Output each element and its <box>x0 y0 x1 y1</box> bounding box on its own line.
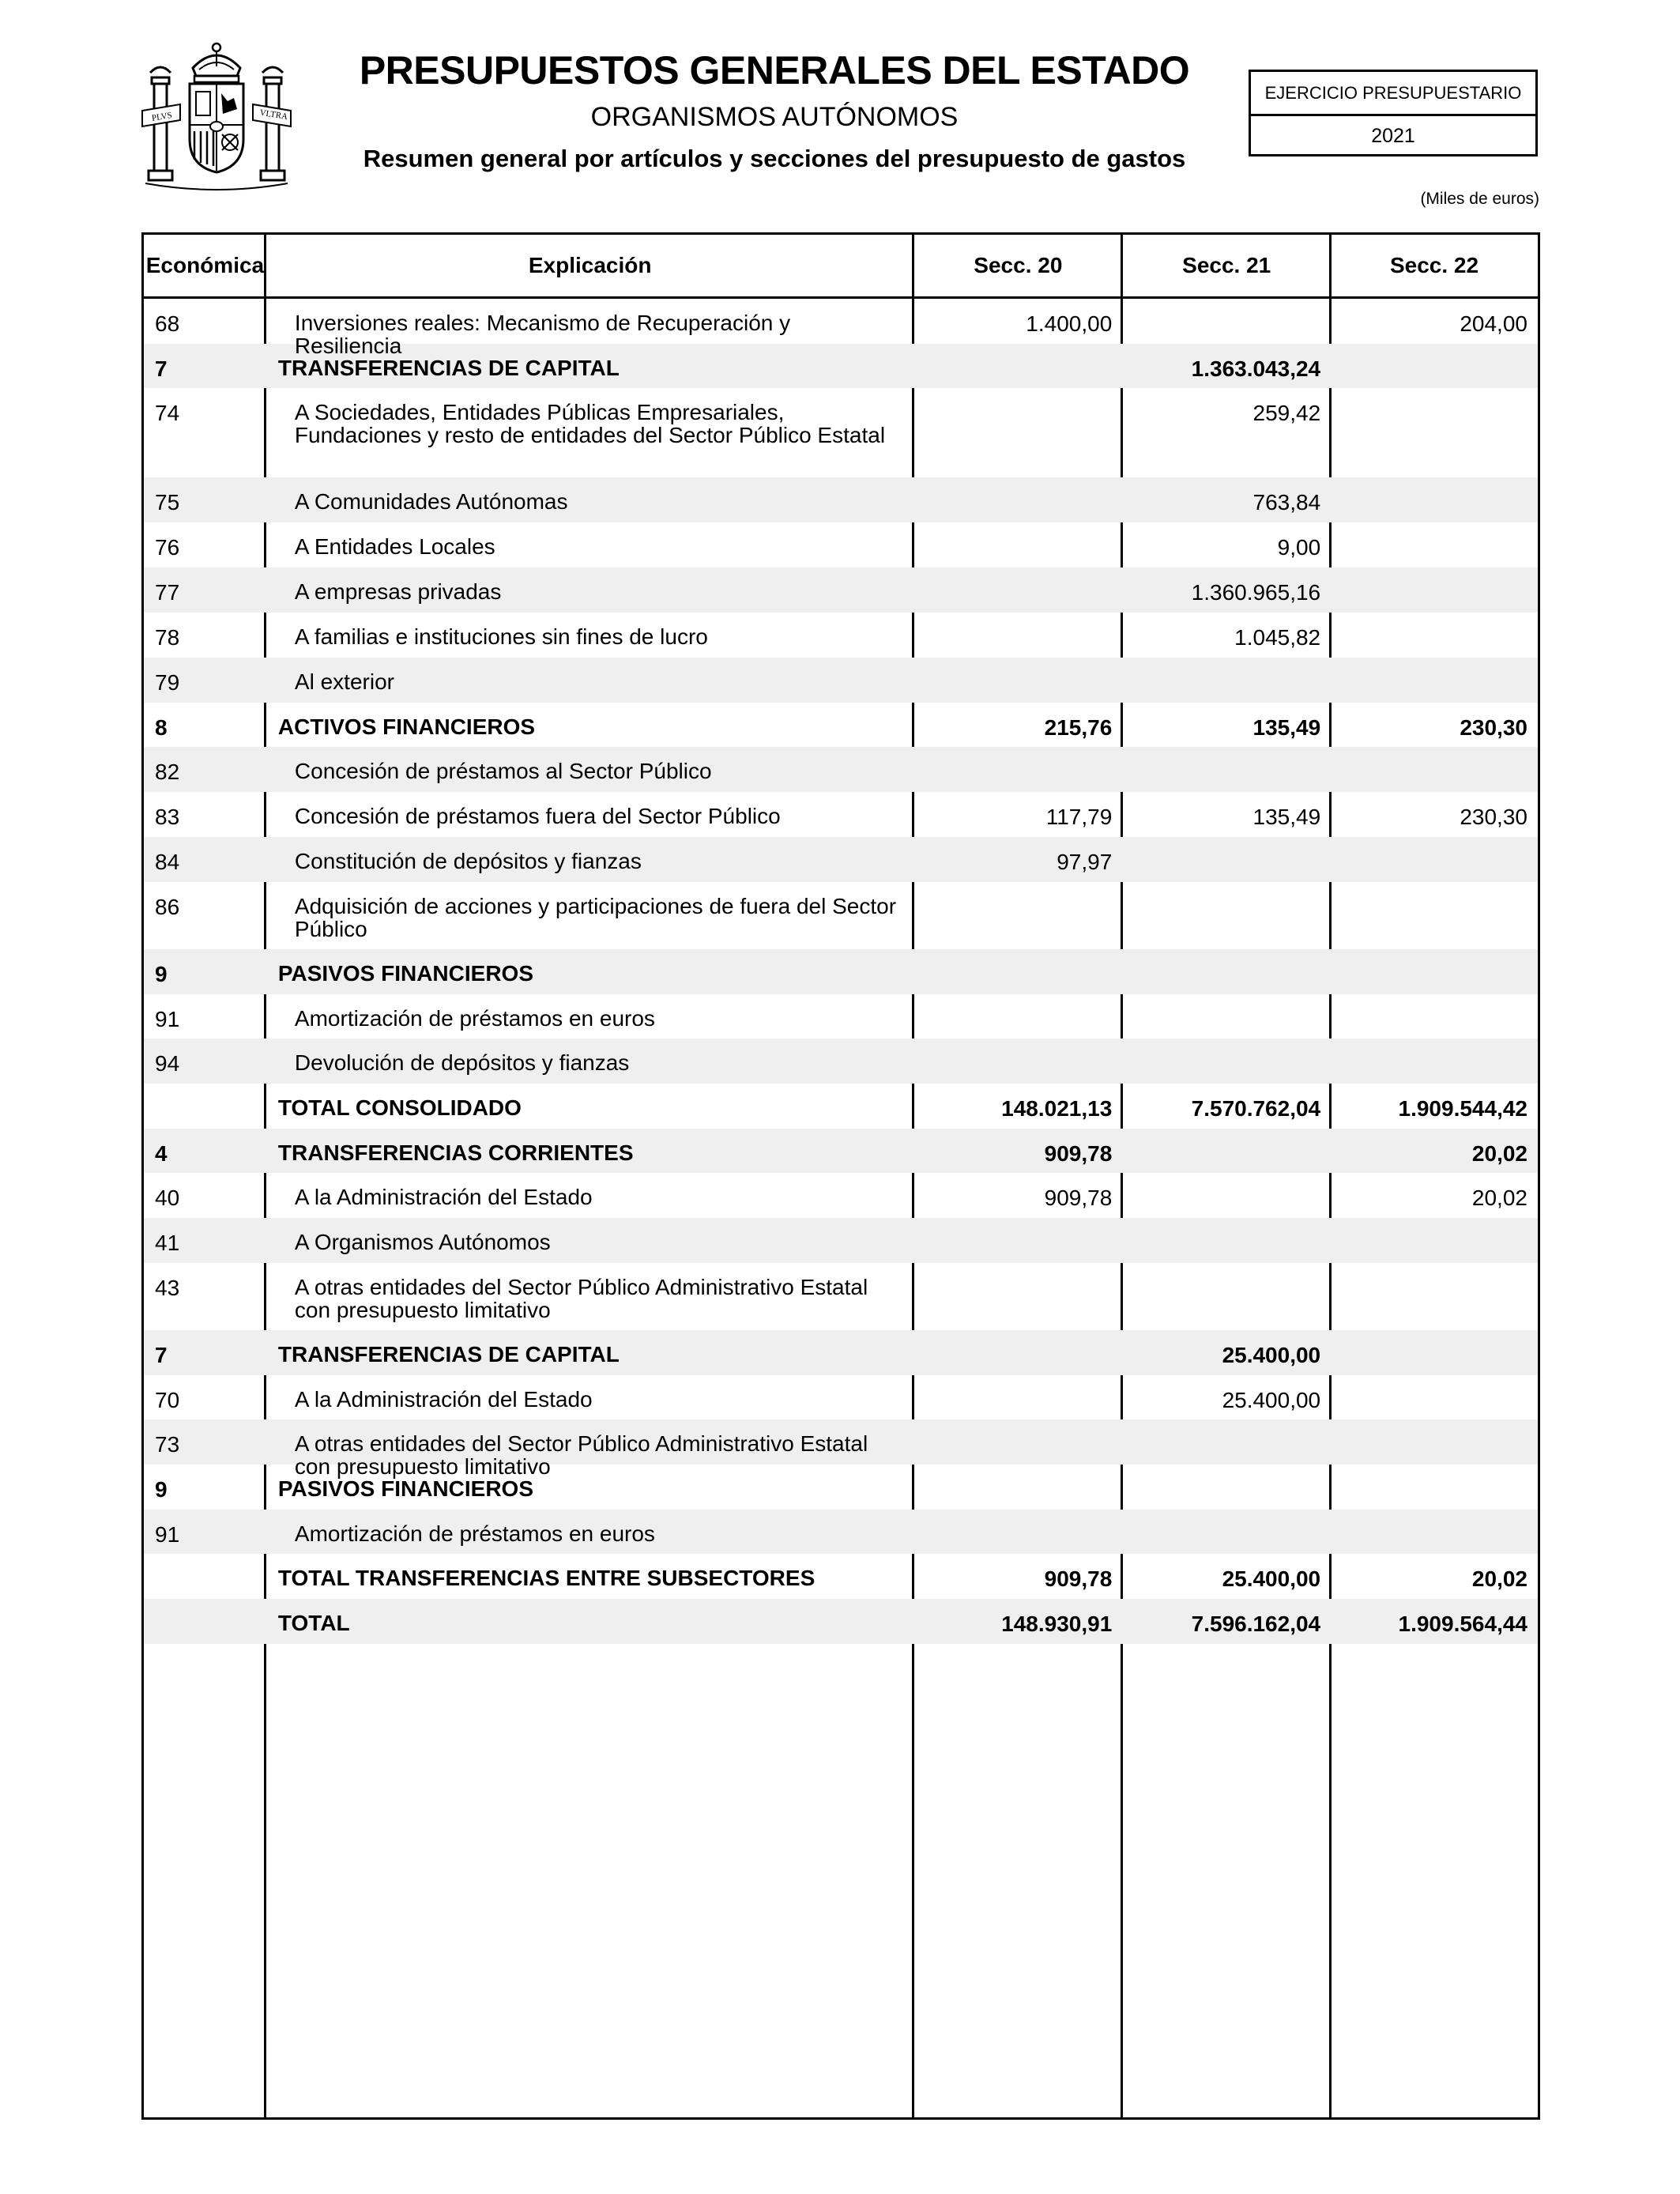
table-row <box>144 837 1538 882</box>
table-row <box>144 1599 1538 1644</box>
secc-20-value: 909,78 <box>1044 1141 1113 1166</box>
explanation: A Comunidades Autónomas <box>294 489 568 514</box>
secc-22-value <box>1331 949 1538 994</box>
svg-text:PLVS: PLVS <box>151 110 173 123</box>
economic-code: 83 <box>155 805 180 829</box>
secc-22-value: 20,02 <box>1471 1141 1527 1166</box>
secc-20-value <box>913 658 1122 703</box>
secc-22-value <box>1331 477 1538 522</box>
explanation: TRANSFERENCIAS CORRIENTES <box>277 1140 634 1165</box>
svg-text:VLTRA: VLTRA <box>258 107 288 123</box>
economic-code: 91 <box>155 1007 180 1031</box>
exercise-label: EJERCICIO PRESUPUESTARIO <box>1251 72 1535 116</box>
explanation: TOTAL <box>277 1611 350 1635</box>
explanation: A familias e instituciones sin fines de lucro <box>294 624 708 649</box>
table-row <box>144 1039 1538 1084</box>
economic-code: 68 <box>155 311 180 336</box>
explanation: A Entidades Locales <box>294 534 495 559</box>
secc-22-value <box>1331 747 1538 792</box>
secc-21-value <box>1122 837 1331 882</box>
table-row <box>144 1510 1538 1554</box>
secc-21-value <box>1122 747 1331 792</box>
economic-code: 78 <box>155 625 180 650</box>
secc-22-value <box>1331 1218 1538 1263</box>
secc-20-value <box>913 1510 1122 1554</box>
explanation: Inversiones reales: Mecanismo de Recuperación y Resiliencia <box>294 311 791 358</box>
secc-21-value: 135,49 <box>1252 715 1321 740</box>
secc-21-value <box>1122 994 1331 1039</box>
secc-22-value <box>1331 1419 1538 1465</box>
economic-code: 70 <box>155 1388 180 1412</box>
secc-22-value <box>1331 1465 1538 1510</box>
table-row <box>144 1129 1538 1173</box>
secc-21-value: 259,42 <box>1252 401 1321 425</box>
explanation: TRANSFERENCIAS DE CAPITAL <box>277 356 620 380</box>
economic-code: 79 <box>155 670 180 695</box>
secc-20-value <box>913 613 1122 658</box>
secc-20-value <box>913 1263 1122 1330</box>
secc-21-value <box>1122 1465 1331 1510</box>
explanation: Amortización de préstamos en euros <box>294 1006 655 1031</box>
economic-code: 73 <box>155 1432 180 1457</box>
economic-code: 94 <box>155 1051 180 1076</box>
coat-of-arms-icon <box>139 38 294 193</box>
economic-code: 41 <box>155 1231 180 1255</box>
explanation: ACTIVOS FINANCIEROS <box>277 714 536 739</box>
document-description: Resumen general por artículos y secciones del presupuesto de gastos <box>363 145 1186 172</box>
document-subtitle: ORGANISMOS AUTÓNOMOS <box>590 102 959 132</box>
secc-20-value: 148.930,91 <box>1001 1612 1113 1636</box>
explanation: A otras entidades del Sector Público Administrativo Estatal con presupuesto limitativo <box>294 1275 868 1322</box>
column-header: Económica <box>145 253 265 277</box>
economic-code: 4 <box>155 1141 168 1166</box>
economic-code <box>144 1554 266 1599</box>
secc-22-value: 1.909.564,44 <box>1398 1612 1527 1636</box>
secc-22-value <box>1331 1330 1538 1375</box>
economic-code: 7 <box>155 356 168 381</box>
economic-code: 40 <box>155 1186 180 1210</box>
secc-21-value <box>1122 1039 1331 1084</box>
secc-22-value: 1.909.544,42 <box>1398 1096 1527 1121</box>
table-row <box>144 792 1538 837</box>
secc-21-value: 7.596.162,04 <box>1191 1612 1321 1636</box>
explanation: A la Administración del Estado <box>294 1185 593 1209</box>
units-note: (Miles de euros) <box>1420 190 1539 208</box>
secc-21-value <box>1122 658 1331 703</box>
explanation: A otras entidades del Sector Público Administrativo Estatal con presupuesto limitativo <box>294 1431 868 1479</box>
secc-21-value: 135,49 <box>1252 805 1321 829</box>
economic-code: 84 <box>155 850 180 874</box>
explanation: Constitución de depósitos y fianzas <box>294 849 642 873</box>
column-header: Secc. 20 <box>974 253 1063 277</box>
explanation: Adquisición de acciones y participaciones de fuera del Sector Público <box>294 894 897 941</box>
secc-20-value <box>913 1375 1122 1419</box>
table-header <box>144 235 1538 299</box>
explanation: Concesión de préstamos fuera del Sector Público <box>294 804 781 828</box>
economic-code: 77 <box>155 580 180 605</box>
exercise-box <box>1249 70 1538 156</box>
table-row <box>144 299 1538 358</box>
table-row <box>144 949 1538 994</box>
economic-code: 8 <box>155 715 168 740</box>
document-heading <box>300 46 1249 175</box>
secc-22-value: 20,02 <box>1471 1186 1527 1210</box>
secc-20-value <box>913 522 1122 567</box>
secc-20-value: 117,79 <box>1045 805 1113 829</box>
document-title: PRESUPUESTOS GENERALES DEL ESTADO <box>359 48 1190 92</box>
secc-20-value <box>913 1465 1122 1510</box>
secc-21-value <box>1122 949 1331 994</box>
secc-21-value: 1.045,82 <box>1234 625 1321 650</box>
explanation: A Sociedades, Entidades Públicas Empresariales, Fundaciones y resto de entidades del Sector Público Estatal <box>294 400 886 447</box>
secc-21-value: 9,00 <box>1277 535 1321 560</box>
explanation: TRANSFERENCIAS DE CAPITAL <box>277 1342 620 1367</box>
secc-22-value <box>1331 882 1538 949</box>
table-row <box>144 1173 1538 1218</box>
secc-22-value: 20,02 <box>1471 1566 1527 1591</box>
explanation: A Organismos Autónomos <box>294 1230 551 1254</box>
column-header: Explicación <box>528 253 652 277</box>
table-row <box>144 567 1538 613</box>
explanation: Concesión de préstamos al Sector Público <box>294 759 712 783</box>
secc-20-value <box>913 1218 1122 1263</box>
secc-21-value: 25.400,00 <box>1222 1566 1321 1591</box>
secc-21-value: 763,84 <box>1252 490 1321 515</box>
economic-code: 82 <box>155 760 180 784</box>
economic-code: 76 <box>155 535 180 560</box>
table-row <box>144 1465 1538 1510</box>
secc-20-value <box>913 567 1122 613</box>
secc-22-value <box>1331 1510 1538 1554</box>
secc-22-value: 230,30 <box>1460 715 1527 740</box>
secc-21-value <box>1122 299 1331 344</box>
secc-22-value: 230,30 <box>1460 805 1527 829</box>
secc-22-value <box>1331 344 1538 388</box>
secc-20-value <box>913 949 1122 994</box>
economic-code <box>144 1599 266 1644</box>
secc-20-value <box>913 1419 1122 1465</box>
economic-code: 9 <box>155 1477 168 1502</box>
economic-code: 75 <box>155 490 180 515</box>
table-row <box>144 1419 1538 1479</box>
table-row <box>144 1330 1538 1375</box>
secc-22-value <box>1331 994 1538 1039</box>
table-row <box>144 703 1538 747</box>
secc-21-value: 25.400,00 <box>1222 1388 1321 1412</box>
secc-20-value: 148.021,13 <box>1001 1096 1113 1121</box>
economic-code: 86 <box>155 895 180 919</box>
secc-21-value <box>1122 1419 1331 1465</box>
secc-21-value: 1.360.965,16 <box>1191 580 1321 605</box>
secc-22-value: 204,00 <box>1460 311 1527 336</box>
secc-21-value: 25.400,00 <box>1222 1343 1321 1367</box>
economic-code: 74 <box>155 401 180 425</box>
exercise-year: 2021 <box>1371 125 1415 147</box>
secc-22-value <box>1331 522 1538 567</box>
table-row <box>144 477 1538 522</box>
secc-20-value <box>913 882 1122 949</box>
explanation: PASIVOS FINANCIEROS <box>277 961 534 986</box>
economic-code: 43 <box>155 1276 180 1300</box>
column-header: Secc. 22 <box>1389 253 1479 277</box>
secc-21-value: 7.570.762,04 <box>1191 1096 1321 1121</box>
economic-code: 91 <box>155 1522 180 1547</box>
explanation: TOTAL CONSOLIDADO <box>277 1095 522 1120</box>
secc-21-value <box>1122 1510 1331 1554</box>
secc-22-value <box>1331 1263 1538 1330</box>
table-row <box>144 388 1538 477</box>
secc-21-value: 1.363.043,24 <box>1191 356 1321 381</box>
secc-22-value <box>1331 567 1538 613</box>
explanation: Amortización de préstamos en euros <box>294 1521 655 1546</box>
table-row <box>144 344 1538 388</box>
secc-22-value <box>1331 613 1538 658</box>
budget-table <box>141 232 1540 2120</box>
secc-20-value <box>913 994 1122 1039</box>
secc-22-value <box>1331 1039 1538 1084</box>
secc-21-value <box>1122 1263 1331 1330</box>
secc-20-value: 909,78 <box>1044 1186 1113 1210</box>
table-row <box>144 1554 1538 1599</box>
secc-21-value <box>1122 1173 1331 1218</box>
secc-21-value <box>1122 1218 1331 1263</box>
secc-22-value <box>1331 658 1538 703</box>
secc-22-value <box>1331 837 1538 882</box>
table-row <box>144 747 1538 792</box>
table-row <box>144 1218 1538 1263</box>
table-row <box>144 522 1538 567</box>
secc-20-value: 909,78 <box>1044 1566 1113 1591</box>
secc-20-value <box>913 344 1122 388</box>
table-body <box>144 299 1538 1644</box>
column-header: Secc. 21 <box>1182 253 1271 277</box>
explanation: TOTAL TRANSFERENCIAS ENTRE SUBSECTORES <box>277 1566 816 1590</box>
table-row <box>144 882 1538 949</box>
explanation: PASIVOS FINANCIEROS <box>277 1476 534 1501</box>
secc-20-value <box>913 747 1122 792</box>
secc-20-value: 1.400,00 <box>1026 311 1113 336</box>
secc-22-value <box>1331 1375 1538 1419</box>
secc-20-value <box>913 1039 1122 1084</box>
table-row <box>144 1084 1538 1129</box>
explanation: A empresas privadas <box>294 579 502 604</box>
secc-21-value <box>1122 1129 1331 1173</box>
explanation: A la Administración del Estado <box>294 1387 593 1412</box>
table-row <box>144 613 1538 658</box>
table-row <box>144 658 1538 703</box>
table-row <box>144 994 1538 1039</box>
secc-22-value <box>1331 388 1538 477</box>
explanation: Devolución de depósitos y fianzas <box>294 1050 630 1075</box>
secc-20-value <box>913 1330 1122 1375</box>
secc-20-value <box>913 388 1122 477</box>
secc-20-value: 97,97 <box>1057 850 1113 874</box>
explanation: Al exterior <box>294 669 394 694</box>
secc-21-value <box>1122 882 1331 949</box>
economic-code <box>144 1084 266 1129</box>
secc-20-value <box>913 477 1122 522</box>
table-row <box>144 1263 1538 1330</box>
table-row <box>144 1375 1538 1419</box>
secc-20-value: 215,76 <box>1044 715 1113 740</box>
economic-code: 7 <box>155 1343 168 1367</box>
economic-code: 9 <box>155 962 168 986</box>
